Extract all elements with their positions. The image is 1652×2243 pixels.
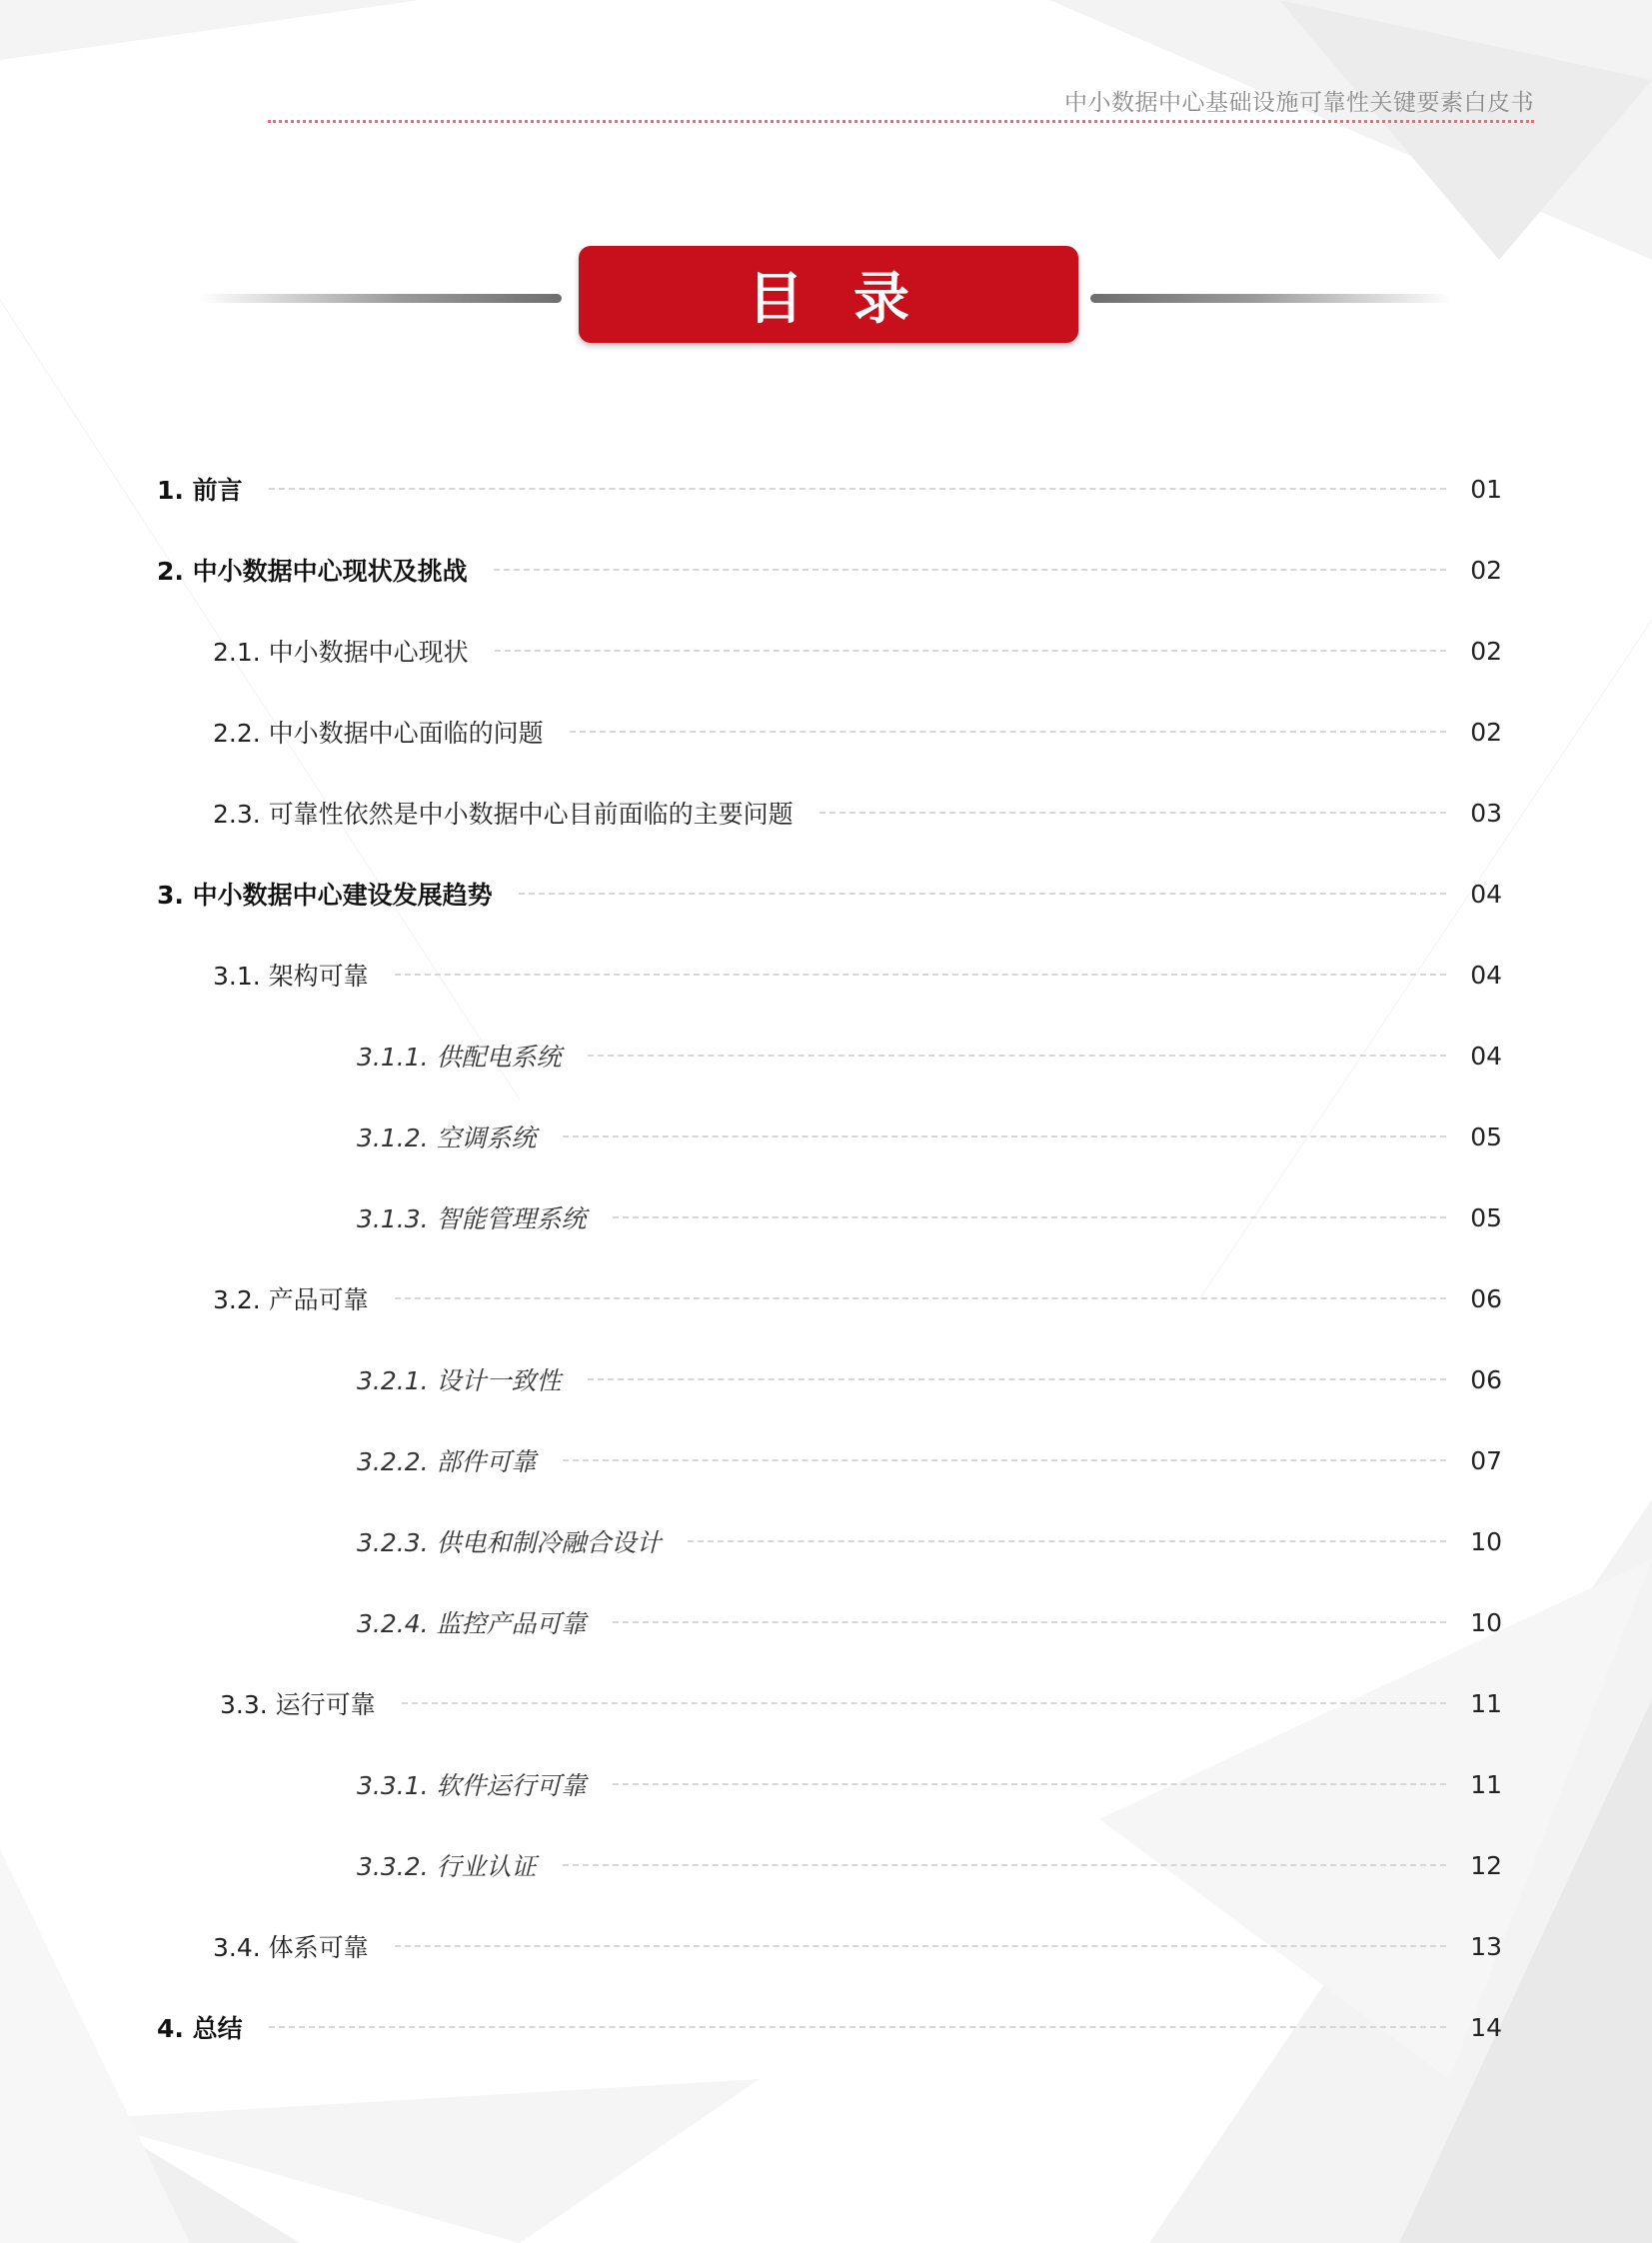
- toc-entry[interactable]: [220, 1683, 1502, 1723]
- toc-entry-label: 3.1. 架构可靠: [213, 962, 369, 991]
- toc-leader: [395, 1297, 1446, 1299]
- toc-entry[interactable]: [213, 631, 1502, 671]
- toc-entry-label: 3.2.1. 设计一致性: [357, 1366, 562, 1395]
- toc-leader: [495, 650, 1446, 652]
- toc-entry[interactable]: [157, 2007, 1502, 2047]
- toc-entry-page: 11: [1470, 1688, 1502, 1718]
- toc-leader: [613, 1216, 1446, 1218]
- toc-entry-label: 2.1. 中小数据中心现状: [213, 638, 469, 667]
- toc-leader: [494, 569, 1446, 571]
- toc-entry-label: 3.3.2. 行业认证: [357, 1852, 537, 1881]
- toc-leader: [820, 812, 1446, 814]
- toc-entry-label: 2.3. 可靠性依然是中小数据中心目前面临的主要问题: [213, 800, 794, 829]
- toc-leader: [269, 488, 1446, 490]
- toc-entry-page: 02: [1470, 555, 1502, 585]
- toc-entry[interactable]: [357, 1440, 1502, 1480]
- toc-entry[interactable]: [357, 1602, 1502, 1642]
- toc-entry-label: 2. 中小数据中心现状及挑战: [157, 557, 468, 586]
- toc-entry-page: 06: [1470, 1364, 1502, 1394]
- toc-entry-label: 3.2.4. 监控产品可靠: [357, 1609, 587, 1638]
- toc-entry-page: 02: [1470, 717, 1502, 747]
- toc-leader: [688, 1540, 1446, 1542]
- toc-leader: [588, 1055, 1446, 1057]
- toc-leader: [563, 1459, 1446, 1461]
- toc-entry[interactable]: [157, 469, 1502, 509]
- toc-entry[interactable]: [357, 1197, 1502, 1237]
- toc-entry-label: 3.4. 体系可靠: [213, 1933, 369, 1962]
- toc-entry[interactable]: [357, 1036, 1502, 1076]
- toc-leader: [563, 1864, 1446, 1866]
- toc-entry-page: 10: [1470, 1526, 1502, 1556]
- toc-entry-label: 3.2. 产品可靠: [213, 1285, 369, 1314]
- toc-entry-label: 3.3. 运行可靠: [220, 1690, 376, 1719]
- toc-leader: [395, 1945, 1446, 1947]
- document-title: 中小数据中心基础设施可靠性关键要素白皮书: [1064, 90, 1534, 116]
- toc-entry-page: 07: [1470, 1445, 1502, 1475]
- toc-title: 目录: [748, 266, 959, 332]
- toc-entry-page: 04: [1470, 960, 1502, 990]
- toc-entry-page: 01: [1470, 474, 1502, 504]
- toc-entry-page: 04: [1470, 879, 1502, 909]
- toc-entry[interactable]: [213, 712, 1502, 752]
- toc-entry[interactable]: [157, 550, 1502, 590]
- toc-entry-page: 05: [1470, 1122, 1502, 1151]
- toc-entry-label: 3.3.1. 软件运行可靠: [357, 1771, 587, 1800]
- toc-entry-label: 4. 总结: [157, 2014, 243, 2043]
- toc-leader: [613, 1783, 1446, 1785]
- toc-entry-label: 1. 前言: [157, 476, 243, 505]
- toc-leader: [570, 731, 1446, 733]
- toc-leader: [402, 1702, 1446, 1704]
- toc-entry[interactable]: [213, 955, 1502, 995]
- toc-leader: [563, 1135, 1446, 1137]
- toc-entry[interactable]: [213, 793, 1502, 833]
- toc-leader: [395, 974, 1446, 976]
- toc-entry[interactable]: [357, 1521, 1502, 1561]
- toc-leader: [269, 2026, 1446, 2028]
- toc-entry-label: 3. 中小数据中心建设发展趋势: [157, 881, 493, 910]
- toc-entry-label: 3.2.2. 部件可靠: [357, 1447, 537, 1476]
- toc-entry-page: 05: [1470, 1202, 1502, 1232]
- toc-entry-label: 3.1.1. 供配电系统: [357, 1043, 562, 1072]
- toc-entry[interactable]: [213, 1926, 1502, 1966]
- toc-entry-label: 3.2.3. 供电和制冷融合设计: [357, 1528, 662, 1557]
- toc-entry[interactable]: [357, 1359, 1502, 1399]
- toc-entry-page: 06: [1470, 1283, 1502, 1313]
- toc-entry-page: 03: [1470, 798, 1502, 828]
- toc-entry-page: 04: [1470, 1041, 1502, 1071]
- toc-leader: [613, 1621, 1446, 1623]
- toc-entry[interactable]: [213, 1278, 1502, 1318]
- toc-entry-page: 13: [1470, 1931, 1502, 1961]
- toc-entry-page: 14: [1470, 2012, 1502, 2042]
- toc-entry[interactable]: [357, 1764, 1502, 1804]
- toc-entry-page: 02: [1470, 636, 1502, 666]
- toc-entry-label: 3.1.2. 空调系统: [357, 1123, 537, 1152]
- toc-entry[interactable]: [357, 1117, 1502, 1156]
- toc-entry-page: 11: [1470, 1769, 1502, 1799]
- toc-entry-label: 3.1.3. 智能管理系统: [357, 1204, 587, 1233]
- toc-entry[interactable]: [157, 874, 1502, 914]
- toc-entry-page: 12: [1470, 1850, 1502, 1880]
- toc-entry[interactable]: [357, 1845, 1502, 1885]
- toc-leader: [519, 893, 1446, 895]
- toc-entry-page: 10: [1470, 1607, 1502, 1637]
- toc-entry-label: 2.2. 中小数据中心面临的问题: [213, 719, 544, 748]
- toc-leader: [588, 1378, 1446, 1380]
